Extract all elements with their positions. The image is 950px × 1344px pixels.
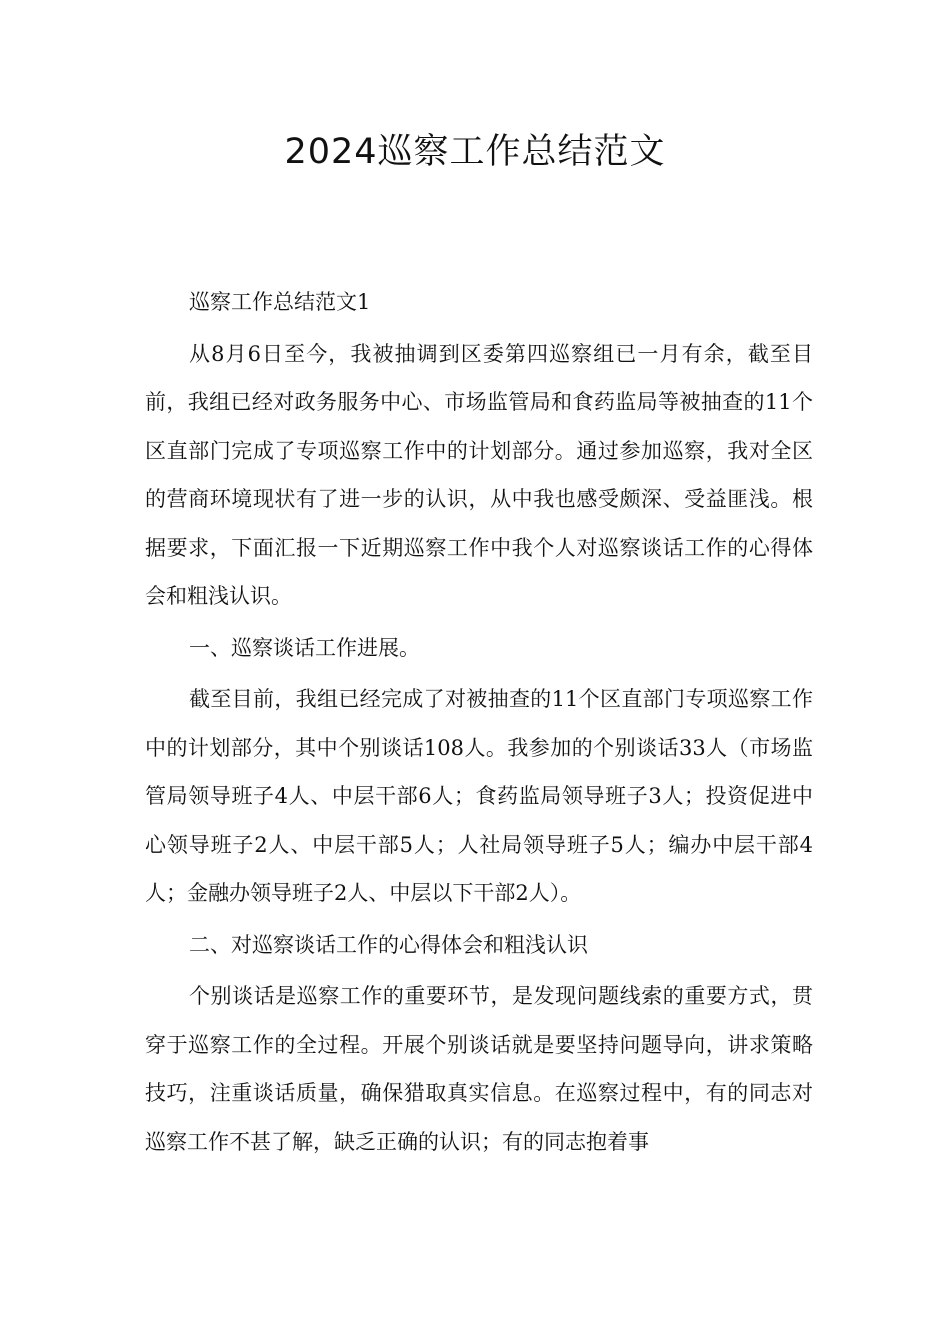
document-title: 2024巡察工作总结范文 [284,132,666,172]
section-heading-progress: 一、巡察谈话工作进展。 [189,635,420,660]
paragraph-progress: 截至目前，我组已经完成了对被抽查的11个区直部门专项巡察工作中的计划部分，其中个别谈话108人。我参加的个别谈话33人（市场监管局领导班子4人、中层干部6人；食药监局领导班子3人；投资促进中心领导班子2人、中层干部5人；人社局领导班子5人；编办中层干部4人；金融办领导班子2人、中层以下干部2人）。 [145,687,813,905]
paragraph-intro: 从8月6日至今，我被抽调到区委第四巡察组已一月有余，截至目前，我组已经对政务服务中心、市场监管局和食药监局等被抽查的11个区直部门完成了专项巡察工作中的计划部分。通过参加巡察，我对全区的营商环境现状有了进一步的认识，从中我也感受颇深、受益匪浅。根据要求，下面汇报一下近期巡察工作中我个人对巡察谈话工作的心得体会和粗浅认识。 [145,341,813,608]
document-body [145,278,813,1169]
section-heading-1: 巡察工作总结范文1 [189,290,371,314]
section-heading-insights: 二、对巡察谈话工作的心得体会和粗浅认识 [189,932,588,957]
paragraph-insights: 个别谈话是巡察工作的重要环节，是发现问题线索的重要方式，贯穿于巡察工作的全过程。开展个别谈话就是要坚持问题导向，讲求策略技巧，注重谈话质量，确保猎取真实信息。在巡察过程中，有的同志对巡察工作不甚了解，缺乏正确的认识；有的同志抱着事 [145,984,813,1154]
